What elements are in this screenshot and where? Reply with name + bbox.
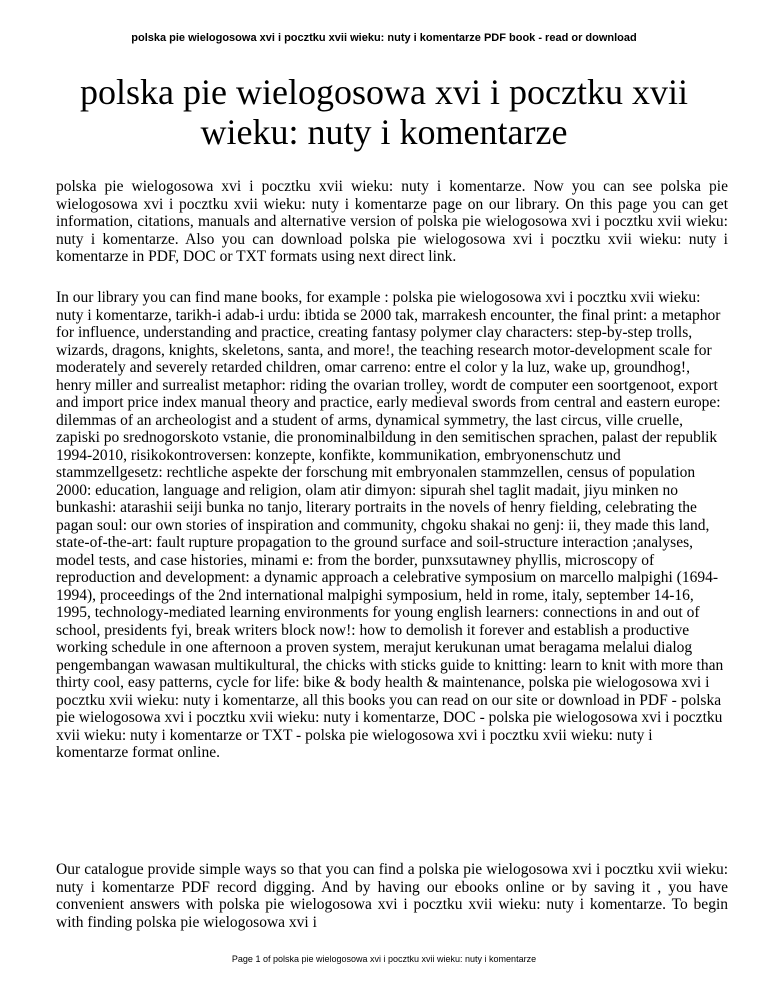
library-list-paragraph: In our library you can find mane books, for example : polska pie wielogosowa xvi i pocztku xvii wieku: nuty i komentarze, tarikh-i adab-i urdu: ibtida se 2000 tak, marrakesh encounter, the final print: a metaphor for influence, understanding and practice, creating fantasy polymer clay characters: step-by-step trolls, wizards, dragons, knights, skeletons, santa, and more!, the teaching research motor-development scale for moderately and severely retarded children, omar carreno: entre el color y la luz, wake up, groundhog!, henry miller and surrealist metaphor: riding the ovarian trolley, wordt de computer een soortgenoot, export and import price index manual theory and practice, early medieval swords from central and eastern europe: dilemmas of an archeologist and a student of arms, dynamical symmetry, the last circus, ville cruelle, zapiski po srednogorskoto vstanie, die pronominalbildung in den semitischen sprachen, palast der republik 1994-2010, risikokontroversen: konzepte, konfikte, kommunikation, embryonenschutz und stammzellgesetz: rechtliche aspekte der forschung mit embryonalen stammzellen, census of population 2000: education, language and religion, olam atir dimyon: sipurah shel taglit madait, jiyu minken no bunkashi: atarashii seiji bunka no tanjo, literary portraits in the novels of henry fielding, celebrating the pagan soul: our own stories of inspiration and community, chgoku shakai no genj: ii, they made this land, state-of-the-art: fault rupture propagation to the ground surface and soil-structure interaction ;analyses, model tests, and case histories, minami e: from the border, punxsutawney phyllis, microscopy of reproduction and development: a dynamic approach a celebrative symposium on marcello malpighi (1694-1994), proceedings of the 2nd international malpighi symposium, held in rome, italy, september 14-16, 1995, technology-mediated learning environments for young english learners: connections in and out of school, presidents fyi, break writers block now!: how to demolish it forever and establish a productive working schedule in one afternoon a proven system, merajut kerukunan umat beragama melalui dialog pengembangan wawasan multikultural, the chicks with sticks guide to knitting: learn to knit with more than thirty cool, easy patterns, cycle for life: bike & body health & maintenance, polska pie wielogosowa xvi i pocztku xvii wieku: nuty i komentarze, all this books you can read on our site or download in PDF - polska pie wielogosowa xvi i pocztku xvii wieku: nuty i komentarze, DOC - polska pie wielogosowa xvi i pocztku xvii wieku: nuty i komentarze or TXT - polska pie wielogosowa xvi i pocztku xvii wieku: nuty i komentarze format online. (56, 289, 724, 761)
page-header: polska pie wielogosowa xvi i pocztku xvii wieku: nuty i komentarze PDF book - read or download (131, 32, 637, 44)
catalogue-paragraph: Our catalogue provide simple ways so that you can find a polska pie wielogosowa xvi i pocztku xvii wieku: nuty i komentarze PDF record digging. And by having our ebooks online or by saving it , you have convenient answers with polska pie wielogosowa xvi i pocztku xvii wieku: nuty i komentarze. To begin with finding polska pie wielogosowa xvi i (56, 861, 728, 931)
document-title: polska pie wielogosowa xvi i pocztku xvii wieku: nuty i komentarze (80, 72, 688, 152)
intro-paragraph: polska pie wielogosowa xvi i pocztku xvii wieku: nuty i komentarze. Now you can see polska pie wielogosowa xvi i pocztku xvii wieku: nuty i komentarze page on our library. On this page you can get information, citations, manuals and alternative version of polska pie wielogosowa xvi i pocztku xvii wieku: nuty i komentarze. Also you can download polska pie wielogosowa xvi i pocztku xvii wieku: nuty i komentarze in PDF, DOC or TXT formats using next direct link. (56, 178, 728, 265)
page-footer: Page 1 of polska pie wielogosowa xvi i pocztku xvii wieku: nuty i komentarze (231, 954, 537, 964)
